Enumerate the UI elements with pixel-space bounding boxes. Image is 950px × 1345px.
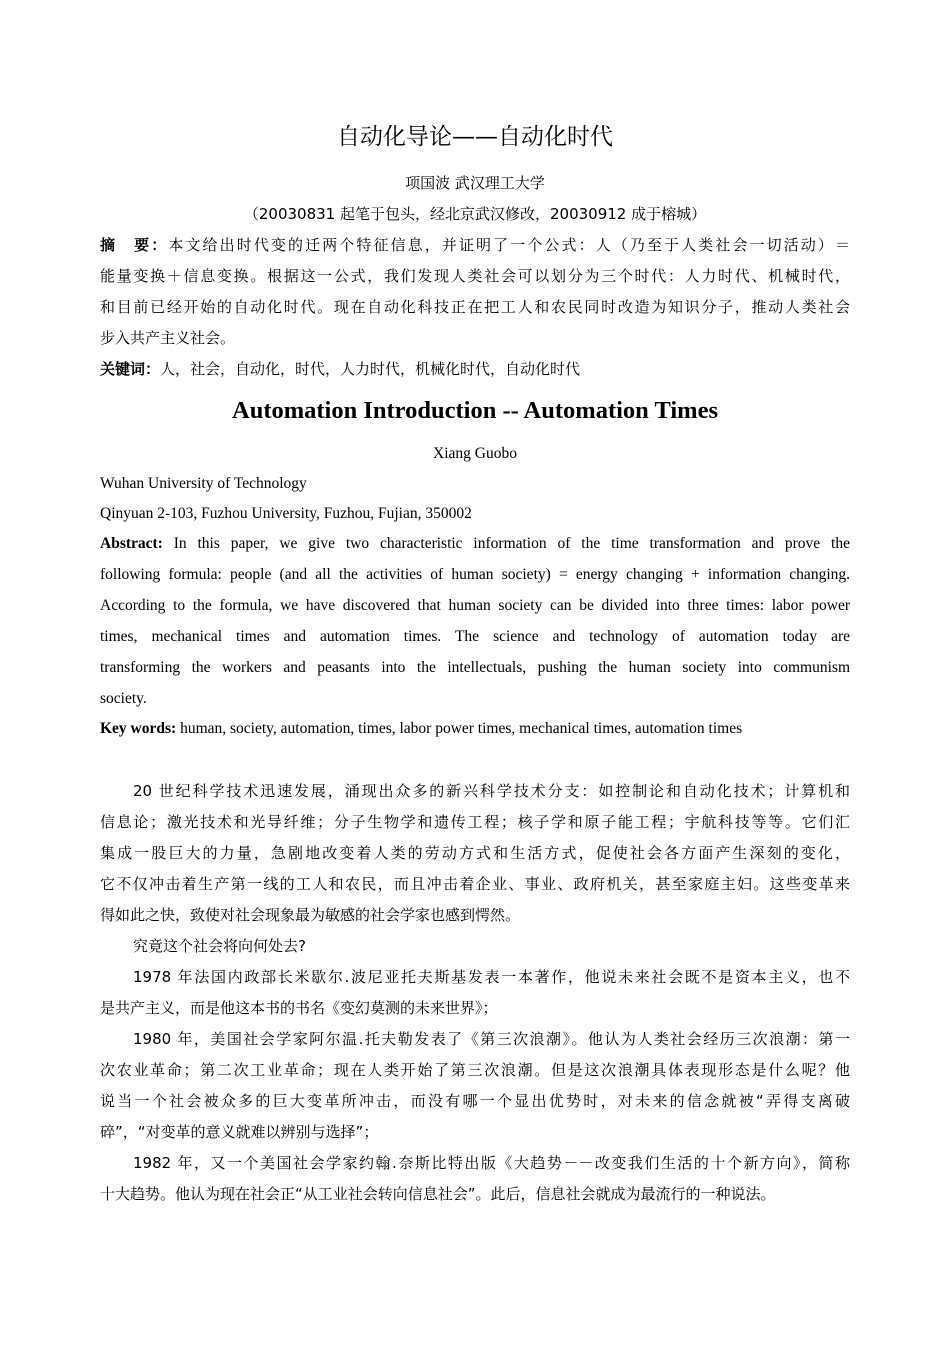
chinese-abstract-line-4: 步入共产主义社会。 (100, 329, 236, 347)
body-paragraph-3-line-2: 是共产主义，而是他这本书的书名《变幻莫测的未来世界》； (100, 999, 498, 1017)
body-paragraph-5-line-1: 1982 年，又一个美国社会学家约翰.奈斯比特出版《大趋势－－改变我们生活的十个新方向》，简称 (133, 1154, 850, 1172)
english-keywords: Key words: human, society, automation, times, labor power times, mechanical times, automation times (100, 720, 743, 737)
chinese-abstract-line-2: 能量变换＋信息变换。根据这一公式，我们发现人类社会可以划分为三个时代：人力时代、机械时代， (100, 267, 850, 285)
english-title: Automation Introduction -- Automation Times (232, 397, 718, 424)
chinese-date-note: （20030831 起笔于包头，经北京武汉修改，20030912 成于榕城） (243, 205, 707, 223)
body-paragraph-1-line-1: 20 世纪科学技术迅速发展，涌现出众多的新兴科学技术分支：如控制论和自动化技术；计算机和 (133, 782, 850, 800)
body-paragraph-1-line-5: 得如此之快，致使对社会现象最为敏感的社会学家也感到愕然。 (100, 906, 521, 924)
english-address: Qinyuan 2-103, Fuzhou University, Fuzhou, Fujian, 350002 (100, 505, 472, 522)
body-paragraph-3-line-1: 1978 年法国内政部长米歇尔.波尼亚托夫斯基发表一本著作，他说未来社会既不是资本主义，也不 (133, 968, 850, 986)
body-paragraph-4-line-2: 次农业革命；第二次工业革命；现在人类开始了第三次浪潮。但是这次浪潮具体表现形态是什么呢？他 (100, 1061, 850, 1079)
chinese-author: 项国波 武汉理工大学 (405, 174, 545, 192)
body-paragraph-1-line-2: 信息论；激光技术和光导纤维；分子生物学和遗传工程；核子学和原子能工程；宇航科技等等。它们汇 (100, 813, 850, 831)
english-abstract-line-3: According to the formula, we have discovered that human society can be divided into three times: labor power (100, 597, 850, 614)
english-abstract-line-1: Abstract: In this paper, we give two characteristic information of the time transformation and prove the (100, 535, 850, 552)
chinese-abstract-line-1: 摘 要：本文给出时代变的迁两个特征信息，并证明了一个公式：人（乃至于人类社会一切活动）＝ (100, 236, 850, 254)
english-abstract-label: Abstract: (100, 535, 163, 552)
english-abstract-line-2: following formula: people (and all the activities of human society) = energy changing + information changing. (100, 566, 850, 583)
body-paragraph-4-line-3: 说当一个社会被众多的巨大变革所冲击，而没有哪一个显出优势时，对未来的信念就被“弄得支离破 (100, 1092, 850, 1110)
english-abstract-line-5: transforming the workers and peasants into the intellectuals, pushing the human society into communism (100, 659, 850, 676)
body-paragraph-4-line-4: 碎”，“对变革的意义就难以辨别与选择”； (100, 1123, 379, 1141)
english-author: Xiang Guobo (433, 445, 517, 462)
body-paragraph-4-line-1: 1980 年，美国社会学家阿尔温.托夫勒发表了《第三次浪潮》。他认为人类社会经历三次浪潮：第一 (133, 1030, 850, 1048)
english-keywords-label: Key words: (100, 720, 177, 737)
chinese-abstract-line-3: 和目前已经开始的自动化时代。现在自动化科技正在把工人和农民同时改造为知识分子，推动人类社会 (100, 298, 850, 316)
english-abstract-line-6: society. (100, 690, 147, 707)
chinese-keywords-label: 关键词： (100, 360, 161, 378)
chinese-title: 自动化导论——自动化时代 (337, 124, 613, 150)
english-affiliation: Wuhan University of Technology (100, 475, 307, 492)
chinese-keywords: 关键词：人，社会，自动化，时代，人力时代，机械化时代，自动化时代 (100, 360, 581, 378)
body-paragraph-1-line-4: 它不仅冲击着生产第一线的工人和农民，而且冲击着企业、事业、政府机关，甚至家庭主妇。这些变革来 (100, 875, 850, 893)
body-paragraph-5-line-2: 十大趋势。他认为现在社会正“从工业社会转向信息社会”。此后，信息社会就成为最流行的一种说法。 (100, 1185, 776, 1203)
english-abstract-line-4: times, mechanical times and automation times. The science and technology of automation today are (100, 628, 850, 645)
chinese-abstract-label: 摘 要： (100, 236, 169, 254)
body-paragraph-1-line-3: 集成一股巨大的力量，急剧地改变着人类的劳动方式和生活方式，促使社会各方面产生深刻的变化， (100, 844, 850, 862)
body-paragraph-2: 究竟这个社会将向何处去? (133, 937, 306, 955)
